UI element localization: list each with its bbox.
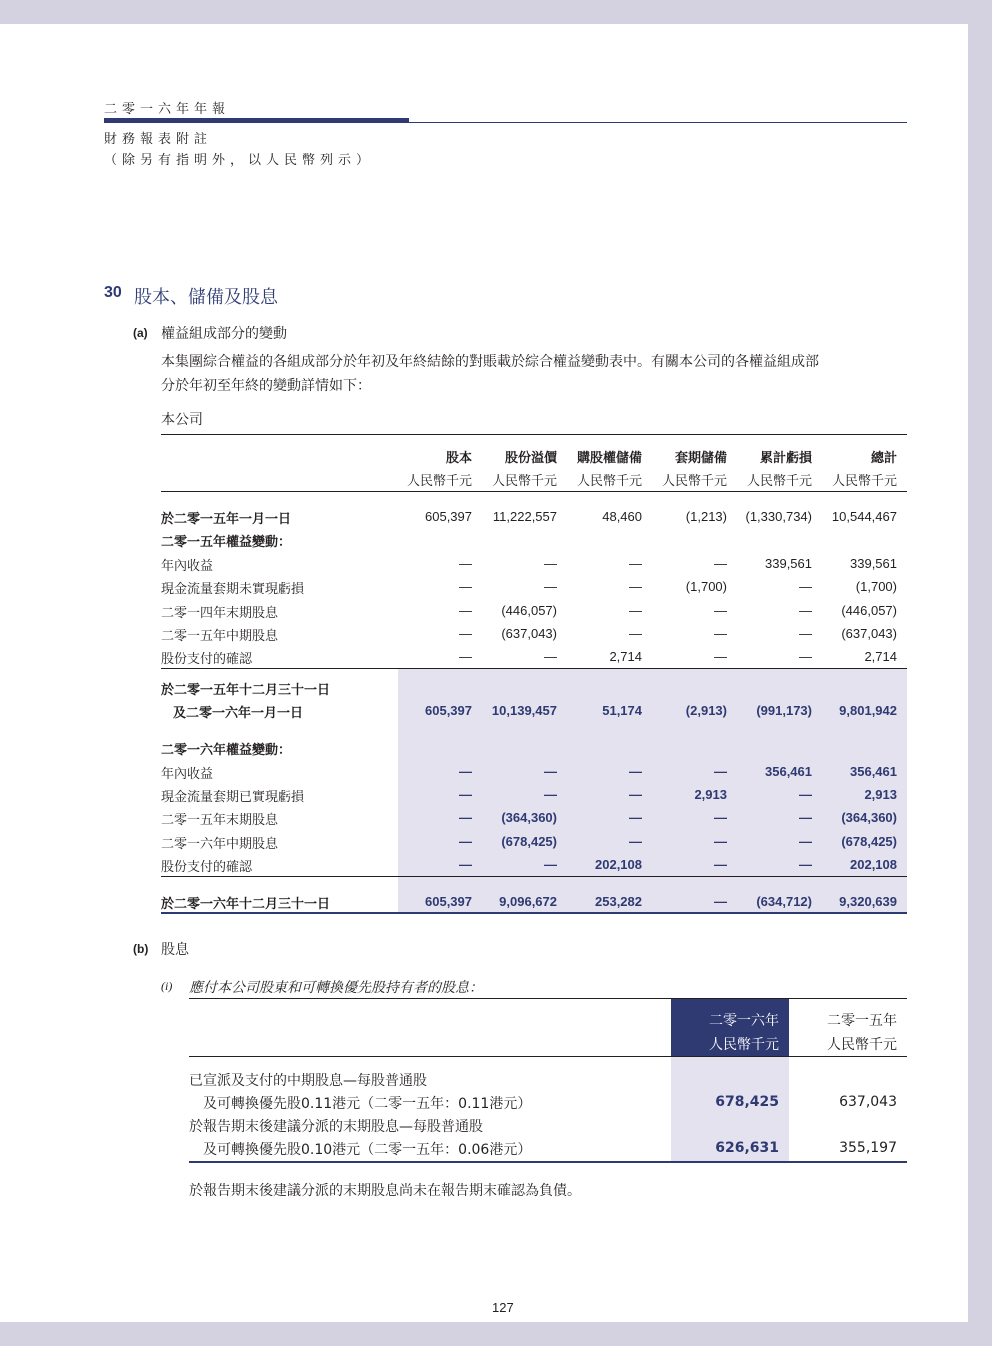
table-cell: — — [714, 556, 727, 571]
section-number: 30 — [104, 284, 122, 301]
table-cell: — — [459, 834, 472, 849]
table-cell: — — [544, 556, 557, 571]
dividend-row1-label: 已宣派及支付的中期股息—每股普通股 — [189, 1073, 427, 1089]
table-cell: (1,330,734) — [745, 509, 812, 524]
col-unit: 人民幣千元 — [576, 474, 642, 489]
table-cell: — — [629, 603, 642, 618]
table-cell: 2,714 — [609, 649, 642, 664]
table-cell: (446,057) — [841, 603, 897, 618]
table-cell: — — [629, 579, 642, 594]
subsection-b-heading: 股息 — [161, 942, 189, 958]
table-cell: 202,108 — [850, 857, 897, 872]
row-label: 現金流量套期未實現虧損 — [161, 582, 305, 597]
row-label: 年內收益 — [161, 559, 214, 574]
col-header-share-premium: 股份溢價 — [504, 451, 557, 466]
table-rule — [161, 434, 907, 435]
table-cell: 339,561 — [765, 556, 812, 571]
table-cell: — — [459, 579, 472, 594]
table-cell: — — [714, 834, 727, 849]
table-cell: (637,043) — [501, 626, 557, 641]
table-cell: (1,700) — [855, 579, 897, 594]
dividend-table-rule — [189, 998, 907, 999]
table-cell: 2,913 — [864, 787, 897, 802]
table-cell: (1,213) — [685, 509, 727, 524]
row-label: 股份支付的確認 — [161, 860, 253, 875]
table-cell: (364,360) — [841, 810, 897, 825]
header-subtitle: 財務報表附註 — [104, 132, 213, 147]
table-cell: — — [799, 857, 812, 872]
col-unit: 人民幣千元 — [491, 474, 557, 489]
dividend-row1-label-cont: 及可轉換優先股0.11港元（二零一五年：0.11港元） — [203, 1096, 532, 1112]
table-cell: (1,700) — [685, 579, 727, 594]
dividend-row2-label: 於報告期末後建議分派的末期股息—每股普通股 — [189, 1119, 483, 1135]
col-header-accumulated-losses: 累計虧損 — [759, 451, 812, 466]
row-label: 股份支付的確認 — [161, 652, 253, 667]
table-cell: — — [459, 603, 472, 618]
table-cell: — — [629, 834, 642, 849]
table-cell: — — [629, 556, 642, 571]
table-cell: — — [629, 764, 642, 779]
table-cell: 605,397 — [425, 894, 472, 909]
row-label: 二零一五年末期股息 — [161, 813, 279, 828]
table-cell: — — [459, 626, 472, 641]
table-cell: (446,057) — [501, 603, 557, 618]
table-rule — [161, 876, 907, 877]
table-cell: — — [544, 764, 557, 779]
table-cell: — — [459, 556, 472, 571]
dividend-row2-label-cont: 及可轉換優先股0.10港元（二零一五年：0.06港元） — [203, 1142, 532, 1158]
table-cell: 253,282 — [595, 894, 642, 909]
table-cell: — — [459, 649, 472, 664]
table-cell: — — [459, 787, 472, 802]
col-header-option-reserve: 購股權儲備 — [576, 451, 642, 466]
table-cell: 51,174 — [602, 703, 642, 718]
item-i-label: (i) — [161, 979, 173, 993]
col-unit: 人民幣千元 — [661, 474, 727, 489]
table-cell: — — [459, 810, 472, 825]
table-rule — [161, 668, 907, 669]
dividend-row2-2015: 355,197 — [839, 1140, 897, 1156]
table-cell: — — [714, 626, 727, 641]
table-cell: — — [799, 626, 812, 641]
report-title: 二零一六年年報 — [104, 102, 231, 117]
table-cell: 356,461 — [765, 764, 812, 779]
table-cell: (364,360) — [501, 810, 557, 825]
table-cell: 9,801,942 — [839, 703, 897, 718]
table-cell: — — [629, 810, 642, 825]
table-cell: — — [799, 649, 812, 664]
section-title: 股本、儲備及股息 — [134, 287, 278, 308]
subsection-a-letter: (a) — [133, 326, 148, 340]
table-cell: — — [799, 787, 812, 802]
paragraph-line: 本集團綜合權益的各組成部分於年初及年終結餘的對賬載於綜合權益變動表中。有關本公司的各權益組成部 — [161, 354, 819, 370]
table-cell: — — [799, 603, 812, 618]
paragraph-line: 分於年初至年終的變動詳情如下： — [161, 378, 371, 394]
table-cell: (2,913) — [685, 703, 727, 718]
table-cell: 202,108 — [595, 857, 642, 872]
table-cell: — — [629, 626, 642, 641]
table-cell: 356,461 — [850, 764, 897, 779]
table-cell: — — [544, 857, 557, 872]
page-number: 127 — [492, 1300, 514, 1315]
table-cell: 339,561 — [850, 556, 897, 571]
table-cell: — — [459, 764, 472, 779]
col-header-share-capital: 股本 — [445, 451, 472, 466]
col-unit: 人民幣千元 — [406, 474, 472, 489]
col-2016-year: 二零一六年 — [709, 1013, 779, 1029]
row-label: 年內收益 — [161, 767, 214, 782]
row-label: 二零一五年權益變動： — [161, 535, 292, 550]
subsection-b-letter: (b) — [133, 942, 149, 956]
table-cell: 48,460 — [602, 509, 642, 524]
row-label: 現金流量套期已實現虧損 — [161, 790, 305, 805]
table-cell: — — [714, 764, 727, 779]
table-cell: 605,397 — [425, 509, 472, 524]
header-rule-thick — [104, 118, 409, 123]
dividend-table-bottom-rule — [189, 1161, 907, 1163]
col-2015-unit: 人民幣千元 — [827, 1037, 897, 1053]
table-cell: 10,139,457 — [491, 703, 557, 718]
table-cell: — — [544, 579, 557, 594]
table-cell: (634,712) — [756, 894, 812, 909]
subsection-a-heading: 權益組成部分的變動 — [161, 326, 287, 342]
table-cell: (678,425) — [501, 834, 557, 849]
table-rule-bottom — [161, 912, 907, 914]
col-2016-unit: 人民幣千元 — [709, 1037, 779, 1053]
dividend-note: 於報告期末後建議分派的末期股息尚未在報告期末確認為負債。 — [189, 1183, 581, 1199]
table-cell: — — [714, 810, 727, 825]
col-unit: 人民幣千元 — [746, 474, 812, 489]
table-cell: 9,320,639 — [839, 894, 897, 909]
table-cell: — — [544, 787, 557, 802]
table-cell: 605,397 — [425, 703, 472, 718]
item-i-text: 應付本公司股東和可轉換優先股持有者的股息： — [189, 980, 483, 996]
dividend-table-rule — [189, 1056, 907, 1057]
table-cell: — — [544, 649, 557, 664]
table-cell: — — [629, 787, 642, 802]
table-rule — [161, 491, 907, 492]
row-label: 於二零一五年一月一日 — [161, 512, 292, 527]
dividend-row1-2016: 678,425 — [715, 1094, 779, 1110]
table-cell: (637,043) — [841, 626, 897, 641]
table-cell: 2,913 — [694, 787, 727, 802]
table-cell: — — [714, 649, 727, 664]
table-cell: — — [714, 894, 727, 909]
row-label: 二零一六年權益變動： — [161, 743, 292, 758]
report-page — [0, 24, 968, 1322]
table-cell: — — [459, 857, 472, 872]
table-cell: 10,544,467 — [831, 509, 897, 524]
row-label: 二零一五年中期股息 — [161, 629, 279, 644]
table-cell: 9,096,672 — [499, 894, 557, 909]
table-cell: — — [714, 857, 727, 872]
row-label: 於二零一六年十二月三十一日 — [161, 897, 331, 912]
table-cell: (678,425) — [841, 834, 897, 849]
row-label: 二零一六年中期股息 — [161, 837, 279, 852]
col-unit: 人民幣千元 — [831, 474, 897, 489]
dividend-row1-2015: 637,043 — [839, 1094, 897, 1110]
table-cell: — — [799, 579, 812, 594]
table-cell: — — [799, 834, 812, 849]
header-rule-thin — [409, 122, 907, 123]
company-label: 本公司 — [161, 412, 203, 428]
col-header-hedging-reserve: 套期儲備 — [674, 451, 727, 466]
table-cell: — — [799, 810, 812, 825]
col-2015-year: 二零一五年 — [827, 1013, 897, 1029]
row-label: 及二零一六年一月一日 — [173, 706, 304, 721]
dividend-row2-2016: 626,631 — [715, 1140, 779, 1156]
table-cell: (991,173) — [756, 703, 812, 718]
table-cell: 2,714 — [864, 649, 897, 664]
row-label: 二零一四年末期股息 — [161, 606, 279, 621]
col-header-total: 總計 — [870, 451, 897, 466]
table-cell: 11,222,557 — [492, 509, 557, 524]
header-currency-note: （除另有指明外，以人民幣列示） — [104, 153, 375, 168]
row-label: 於二零一五年十二月三十一日 — [161, 683, 331, 698]
table-cell: — — [714, 603, 727, 618]
